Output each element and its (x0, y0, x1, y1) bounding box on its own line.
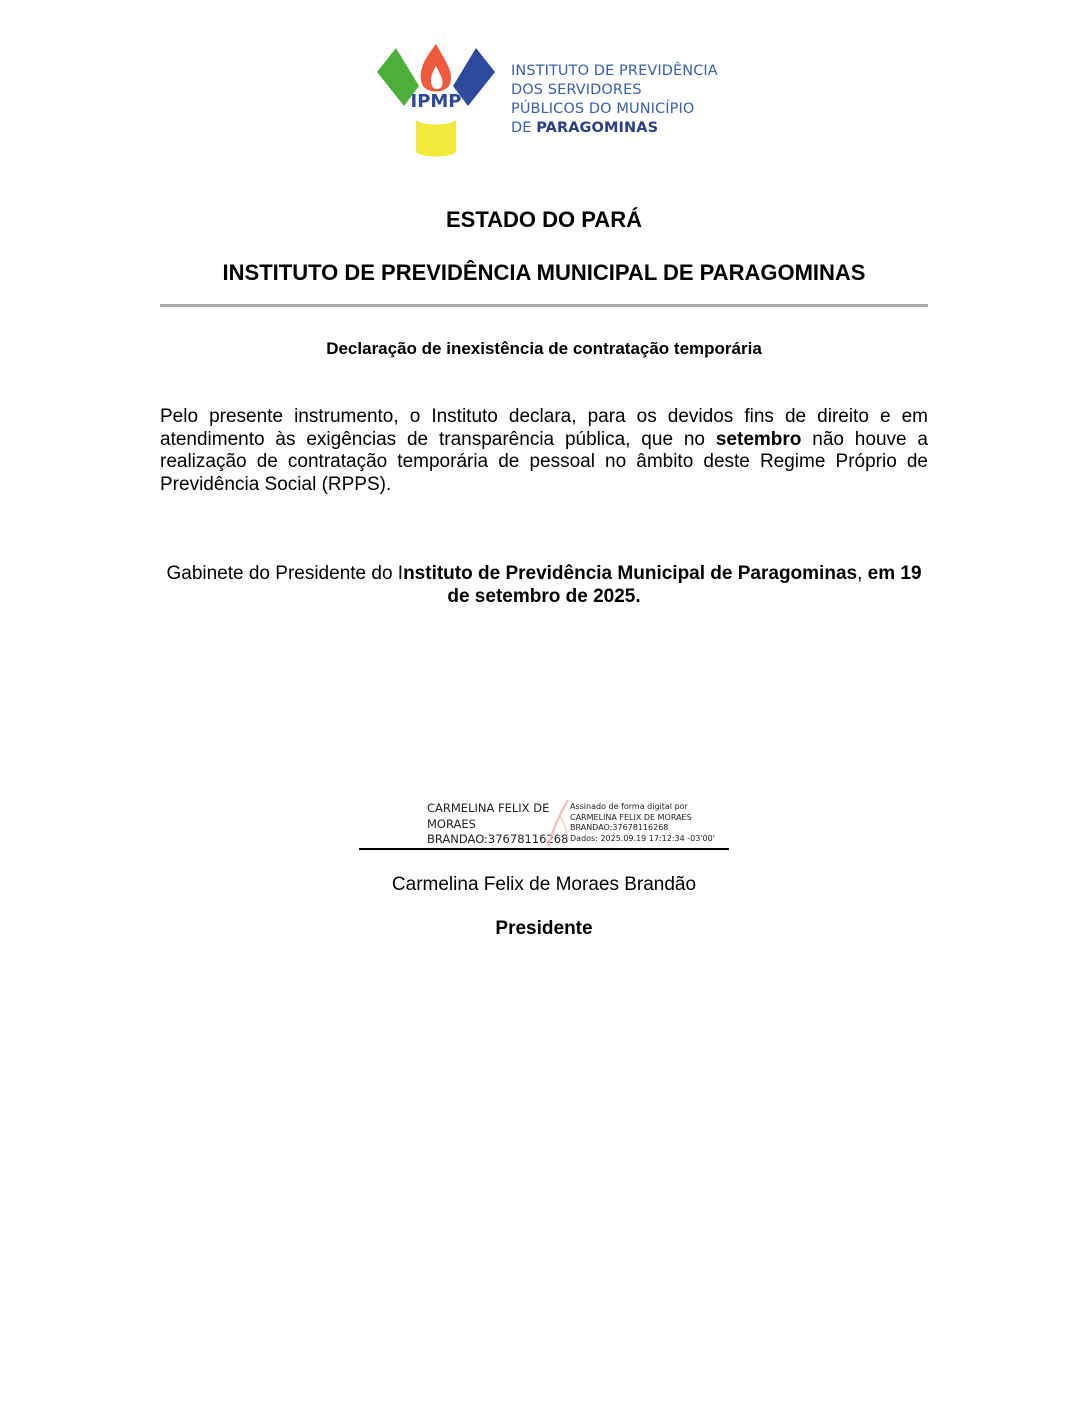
declaration-paragraph (160, 406, 928, 496)
signature-info-line: BRANDAO:37678116268 (570, 823, 669, 832)
logo-last-prefix: DE (511, 120, 537, 136)
header-divider (160, 304, 928, 307)
closing-comma: , (857, 563, 868, 584)
signature-info-line: Assinado de forma digital por (570, 802, 688, 811)
closing-date: em 19 de setembro de 2025. (447, 563, 922, 607)
signature-name-line: MORAES (427, 816, 476, 831)
signature-mark-icon (540, 796, 574, 852)
closing-institute: nstituto de Previdência Municipal de Paragominas (403, 563, 858, 584)
state-heading: ESTADO DO PARÁ (446, 207, 642, 232)
logo-wordmark (511, 62, 718, 138)
signature-info-line: CARMELINA FELIX DE MORAES (570, 812, 692, 822)
logo-line-last (511, 119, 718, 138)
logo-line: INSTITUTO DE PREVIDÊNCIA (511, 63, 718, 79)
logo-abbrev: IPMP (410, 91, 462, 112)
signature-line (359, 848, 729, 850)
closing-start: Gabinete do Presidente do I (166, 563, 404, 584)
signature-name-line: CARMELINA FELIX DE (427, 801, 550, 815)
body-text-start: Pelo presente instrumento, o Instituto declara, para os devidos fins de direito e em atendimento às exigências de transparência pública, que no (160, 406, 928, 450)
digital-signature-info (570, 802, 715, 844)
body-text-end: não houve a realização de contratação temporária de pessoal no âmbito deste Regime Próprio de Previdência Social (RPPS). (160, 428, 928, 495)
logo-line: DOS SERVIDORES (511, 82, 642, 98)
closing-paragraph (160, 562, 928, 608)
institute-heading: INSTITUTO DE PREVIDÊNCIA MUNICIPAL DE PARAGOMINAS (222, 260, 866, 285)
document-title: Declaração de inexistência de contratação temporária (326, 339, 762, 358)
signer-name: Carmelina Felix de Moraes Brandão (391, 874, 697, 895)
logo-line: PÚBLICOS DO MUNICÍPIO (511, 101, 695, 117)
logo-city: PARAGOMINAS (536, 120, 659, 136)
body-month: setembro (715, 428, 802, 450)
signature-name-line: BRANDAO:37678116268 (427, 832, 569, 846)
institute-logo (374, 40, 724, 158)
signature-info-line: Dados: 2025.09.19 17:12:34 -03'00' (570, 833, 715, 843)
ipmp-emblem-icon (374, 40, 498, 158)
signer-role: Presidente (495, 918, 593, 939)
